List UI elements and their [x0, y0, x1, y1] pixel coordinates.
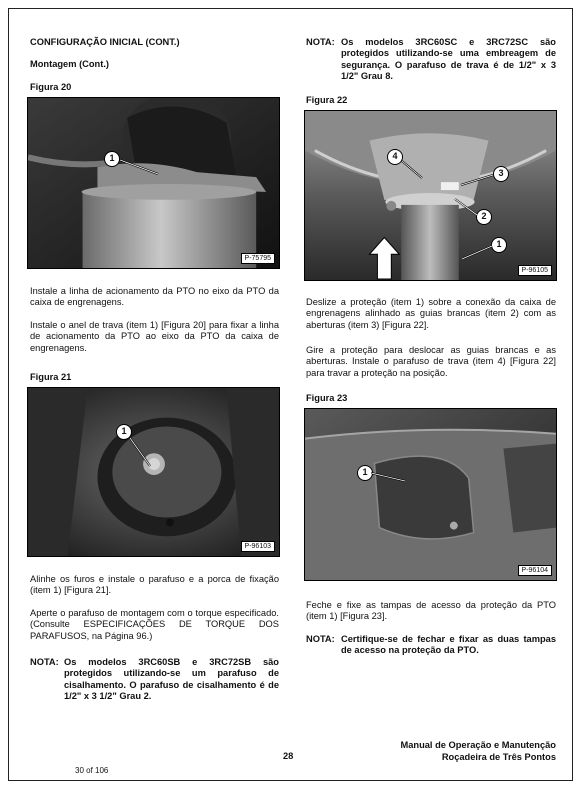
note-text: Os modelos 3RC60SB e 3RC72SB são protegidos utilizando-se um parafuso de cisalhamento. O parafuso de cisalhamento é de 1/2" x 3 1/2" Grau 2. [64, 657, 279, 702]
note-label: NOTA: [30, 657, 59, 667]
figure-23-photo [304, 408, 557, 581]
paragraph: Gire a proteção para deslocar as guias brancas e as aberturas. Instale o parafuso de trava (item 4) [Figura 22] para travar a proteção na posição. [306, 345, 556, 378]
figure-22-photo [304, 110, 557, 281]
page-number: 28 [283, 751, 294, 761]
callout-1: 1 [357, 465, 373, 481]
figure-21-label: Figura 21 [30, 372, 72, 382]
figure-23-label: Figura 23 [306, 393, 348, 403]
figure-code: P-96105 [518, 265, 552, 276]
paragraph: Instale a linha de acionamento da PTO no eixo da PTO da caixa de engrenagens. [30, 286, 279, 308]
paragraph: Instale o anel de trava (item 1) [Figura 20] para fixar a linha de acionamento da PTO ao eixo da PTO da caixa de engrenagens. [30, 320, 279, 353]
figure-20-photo [27, 97, 280, 269]
section-heading: CONFIGURAÇÃO INICIAL (CONT.) [30, 37, 180, 47]
callout-4: 4 [387, 149, 403, 165]
page-count: 30 of 106 [75, 766, 109, 775]
subsection-heading: Montagem (Cont.) [30, 59, 110, 69]
callout-1: 1 [104, 151, 120, 167]
paragraph: Aperte o parafuso de montagem com o torque especificado. (Consulte ESPECIFICAÇÕES DE TORQUE DOS PARAFUSOS, na Página 96.) [30, 608, 279, 641]
note-text: Os modelos 3RC60SC e 3RC72SC são protegidos utilizando-se uma embreagem de segurança. O parafuso de trava é de 1/2" x 3 1/2" Grau 8. [341, 37, 556, 82]
product-name: Roçadeira de Três Pontos [441, 752, 556, 762]
figure-code: P-96103 [241, 541, 275, 552]
note-label: NOTA: [306, 37, 335, 47]
figure-21-photo [27, 387, 280, 557]
callout-1: 1 [116, 424, 132, 440]
callout-3: 3 [493, 166, 509, 182]
figure-22-label: Figura 22 [306, 95, 348, 105]
manual-title: Manual de Operação e Manutenção [400, 740, 556, 750]
callout-2: 2 [476, 209, 492, 225]
note-label: NOTA: [306, 634, 335, 644]
callout-1: 1 [491, 237, 507, 253]
note-text: Certifique-se de fechar e fixar as duas tampas de acesso na proteção da PTO. [341, 634, 556, 656]
figure-code: P-96104 [518, 565, 552, 576]
paragraph: Deslize a proteção (item 1) sobre a conexão da caixa de engrenagens alinhado as guias brancas (item 2) com as aberturas (item 3) [Figura 22]. [306, 297, 556, 330]
figure-20-label: Figura 20 [30, 82, 72, 92]
paragraph: Alinhe os furos e instale o parafuso e a porca de fixação (item 1) [Figura 21]. [30, 574, 279, 596]
paragraph: Feche e fixe as tampas de acesso da proteção da PTO (item 1) [Figura 23]. [306, 600, 556, 622]
figure-code: P-75795 [241, 253, 275, 264]
